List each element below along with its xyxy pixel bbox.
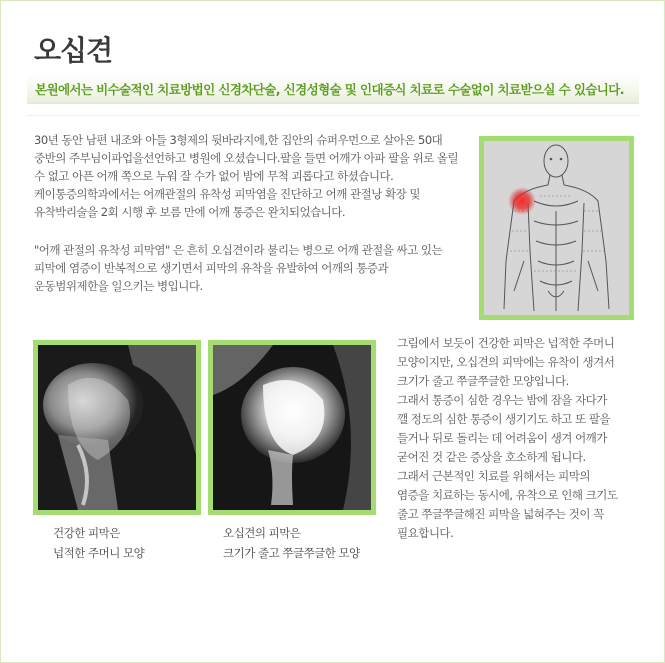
description-line: 그림에서 보듯이 건강한 피막은 넙적한 주머니 <box>397 336 615 350</box>
description-paragraph <box>397 334 637 543</box>
intro-line: 30년 동안 남편 내조와 아들 3형제의 뒷바라지에,한 집안의 슈퍼우먼으로 살아온 50대 <box>34 133 443 147</box>
subtitle-text: 본원에서는 비수술적인 치료방법인 신경차단술, 신경성형술 및 인대증식 치료로 수술없이 치료받으실 수 있습니다. <box>35 82 624 97</box>
healthy-caption <box>53 523 144 563</box>
xray-image-icon <box>213 345 371 510</box>
definition-line: 피막에 염증이 반복적으로 생기면서 피막의 유착을 유발하여 어깨의 통증과 <box>34 261 389 275</box>
intro-line: 수 없고 아픈 어깨 쪽으로 누워 잘 수가 없어 밤에 무척 괴롭다고 하셨습니다. <box>34 169 394 183</box>
definition-line: 운동범위제한을 일으키는 병입니다. <box>34 279 203 293</box>
description-line: 들거나 뒤로 돌리는 데 어려움이 생겨 어깨가 <box>397 431 607 445</box>
caption-line: 크기가 줄고 쭈글쭈글한 모양 <box>223 546 360 560</box>
description-line: 모양이지만, 오십견의 피막에는 유착이 생겨서 <box>397 355 615 369</box>
body-figure-icon <box>484 141 629 315</box>
description-line: 그래서 통증이 심한 경우는 밤에 잠을 자다가 <box>397 393 607 407</box>
intro-line: 케이통증의학과에서는 어깨관절의 유착성 피막염을 진단하고 어깨 관절낭 확장 및 <box>34 187 420 201</box>
body-pain-illustration <box>479 136 634 320</box>
description-line: 크기가 줄고 쭈글쭈글한 모양입니다. <box>397 374 569 388</box>
caption-line: 오십견의 피막은 <box>223 526 301 540</box>
caption-line: 건강한 피막은 <box>53 526 120 540</box>
definition-paragraph <box>34 241 474 295</box>
description-line: 깰 정도의 심한 통증이 생기기도 하고 또 팔을 <box>397 412 611 426</box>
xray-image-icon <box>38 345 196 510</box>
caption-line: 넙적한 주머니 모양 <box>53 546 145 560</box>
divider <box>27 115 639 116</box>
description-line: 굳어진 것 같은 증상을 호소하게 됩니다. <box>397 450 586 464</box>
description-line: 필요합니다. <box>397 526 454 540</box>
description-line: 줄고 쭈글쭈글해진 피막을 넓혀주는 것이 꼭 <box>397 507 604 521</box>
frozen-caption <box>223 523 360 563</box>
frozen-capsule-xray <box>208 340 376 515</box>
intro-line: 중반의 주부님이파업을선언하고 병원에 오셨습니다.팔을 들면 어깨가 아파 팔을 위로 올릴 <box>34 151 459 165</box>
definition-line: "어깨 관절의 유착성 피막염" 은 흔히 오십견이라 불리는 병으로 어깨 관절을 싸고 있는 <box>34 243 443 257</box>
intro-paragraph <box>34 131 474 221</box>
intro-line: 유착박리술을 2회 시행 후 보름 만에 어깨 통증은 완치되었습니다. <box>34 205 346 219</box>
page-title: 오십견 <box>34 34 113 67</box>
subtitle-bar <box>27 75 639 104</box>
description-line: 염증을 치료하는 동시에, 유착으로 인해 크기도 <box>397 488 618 502</box>
healthy-capsule-xray <box>33 340 201 515</box>
description-line: 그래서 근본적인 치료를 위해서는 피막의 <box>397 469 590 483</box>
